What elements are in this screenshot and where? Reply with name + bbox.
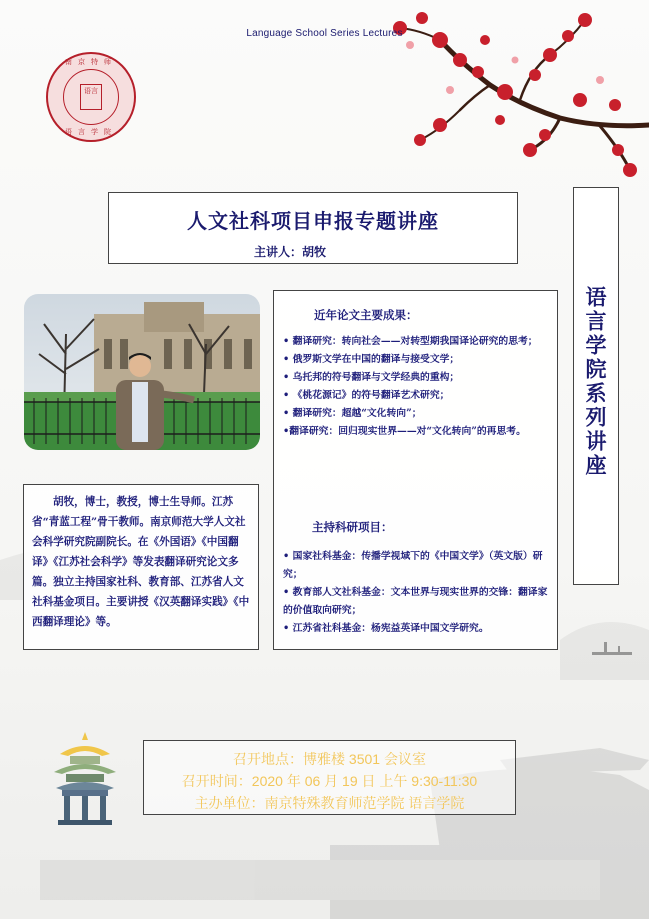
list-item: • 俄罗斯文学在中国的翻译与接受文学； <box>283 354 460 365</box>
list-item: • 乌托邦的符号翻译与文学经典的重构； <box>283 372 460 383</box>
list-item: • 《桃花源记》的符号翻译艺术研究； <box>283 390 450 401</box>
vertical-title-box <box>573 187 619 585</box>
school-seal <box>46 52 136 142</box>
projects-heading: 主持科研项目： <box>312 520 393 534</box>
list-item: • 翻译研究：超越“文化转向”； <box>283 408 422 419</box>
event-location: 召开地点：博雅楼 3501 会议室 <box>233 751 426 767</box>
speaker-photo-image <box>24 294 260 450</box>
seal-bottom-text: 语言学院 <box>65 128 117 136</box>
speaker-bio-box <box>23 484 259 650</box>
achievements-heading: 近年论文主要成果： <box>314 308 418 322</box>
seal-inner-ring <box>63 69 119 125</box>
list-item: •翻译研究：回归现实世界——对“文化转向”的再思考。 <box>283 426 526 437</box>
list-item: • 江苏省社科基金：杨宪益英译中国文学研究。 <box>283 623 489 634</box>
seal-emblem: 语言 <box>80 84 102 110</box>
series-title-en: Language School Series Lectures <box>246 28 403 39</box>
list-item: • 教育部人文社科基金：文本世界与现实世界的交锋：翻译家的价值取向研究； <box>283 587 548 616</box>
event-time: 召开时间：2020 年 06 月 19 日 上午 9:30-11:30 <box>181 773 478 789</box>
seal-top-text: 南京特师 <box>65 58 117 66</box>
projects-list <box>283 548 553 638</box>
list-item: • 国家社科基金：传播学视域下的《中国文学》（英文版）研究； <box>283 551 543 580</box>
speaker-name: 主讲人：胡牧 <box>254 245 327 259</box>
event-host: 主办单位：南京特殊教育师范学院 语言学院 <box>194 795 465 811</box>
pagoda-icon <box>52 730 118 826</box>
plum-blossom-icon <box>300 0 649 180</box>
achievements-list <box>283 333 553 441</box>
research-box <box>273 290 558 650</box>
event-info-box <box>143 740 516 815</box>
speaker-photo <box>24 294 260 450</box>
lecture-title: 人文社科项目申报专题讲座 <box>187 209 439 233</box>
vertical-series-title: 语言学院系列讲座 <box>583 286 608 478</box>
title-box <box>108 192 518 264</box>
list-item: • 翻译研究：转向社会——对转型期我国译论研究的思考； <box>283 336 538 347</box>
speaker-bio: 胡牧，博士，教授，博士生导师。江苏省“青蓝工程”骨干教师。南京师范大学人文社会科学研究院副院长。在《外国语》《中国翻译》《江苏社会科学》等发表翻译研究论文多篇。独立主持国家社科、教育部、江苏省人文社科基金项目。主要讲授《汉英翻译实践》《中西翻译理论》等。 <box>32 496 250 628</box>
